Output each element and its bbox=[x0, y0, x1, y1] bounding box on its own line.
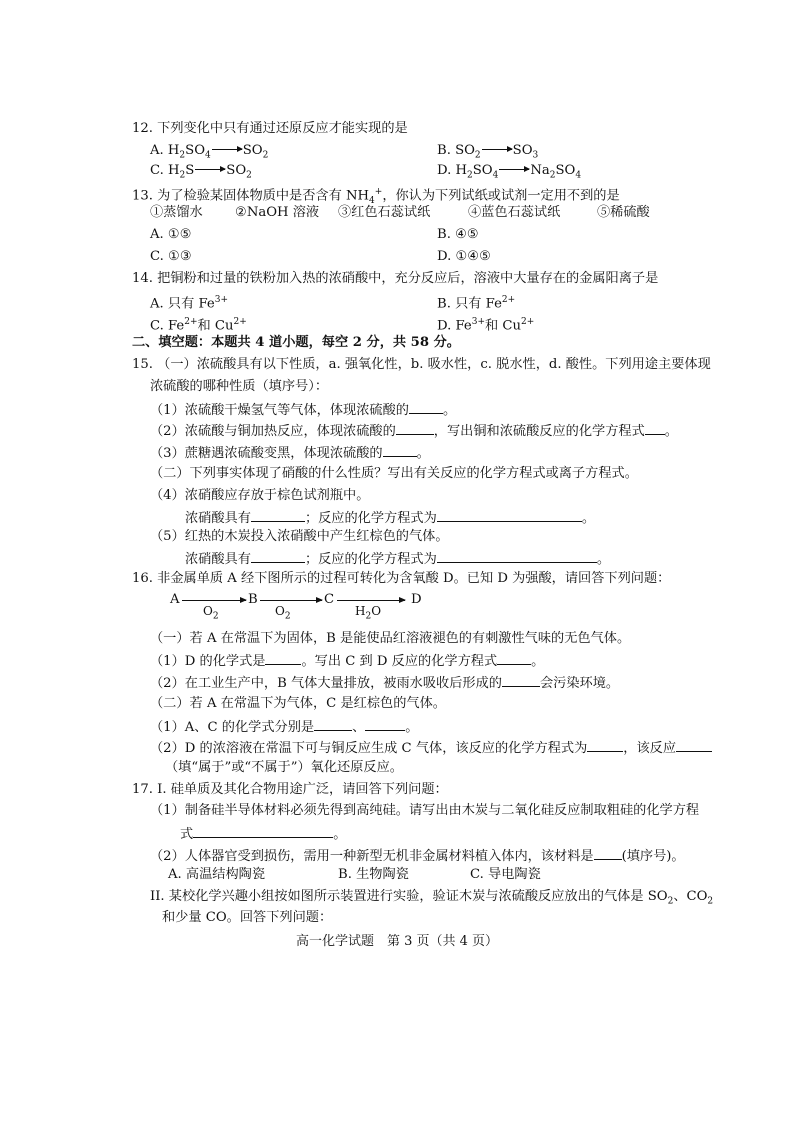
q14-b-text: B. 只有 Fe bbox=[437, 296, 502, 312]
answer-blank[interactable] bbox=[265, 651, 301, 665]
q13-item-4: ④蓝色石蕊试纸 bbox=[468, 205, 561, 220]
q16-l2-end: 。 bbox=[531, 654, 545, 669]
q15-line-9: （5）红热的木炭投入浓硝酸中产生红棕色的气体。 bbox=[150, 529, 449, 544]
answer-blank[interactable] bbox=[587, 738, 623, 752]
q16-line-7: （填“属于”或“不属于”）氧化还原反应。 bbox=[165, 760, 403, 775]
page-footer: 高一化学试题 第 3 页（共 4 页） bbox=[295, 934, 499, 949]
q13-option-b: B. ④⑤ bbox=[437, 227, 479, 242]
q15-line-10 bbox=[185, 549, 610, 569]
q16-l2-mid: 。写出 C 到 D 反应的化学方程式 bbox=[301, 654, 498, 669]
section-heading: 二、填空题：本题共 4 道小题，每空 2 分，共 58 分。 bbox=[132, 335, 460, 350]
q15-l10-text: 浓硝酸具有 bbox=[185, 552, 251, 567]
q13-stem-sup: + bbox=[374, 187, 383, 197]
flow-reagent-3 bbox=[355, 602, 381, 625]
q17-line-4 bbox=[150, 846, 685, 866]
q12-d-prod2: SO bbox=[555, 163, 576, 178]
q17-line-2: （1）制备硅半导体材料必须先得到高纯硅。请写出由木炭与二氧化硅反应制取粗硅的化学方程 bbox=[150, 803, 700, 818]
flow-arrow-2 bbox=[260, 600, 322, 601]
flow-reagent-1 bbox=[203, 602, 219, 625]
q16-l2-text: （1）D 的化学式是 bbox=[150, 654, 266, 669]
q12-a-mid: SO bbox=[185, 143, 206, 158]
answer-blank[interactable] bbox=[365, 717, 405, 731]
answer-blank[interactable] bbox=[594, 846, 622, 860]
q13-item-2: ②NaOH 溶液 bbox=[235, 205, 320, 220]
answer-blank[interactable] bbox=[409, 400, 443, 414]
q15-l3-text: （1）浓硫酸干燥氢气等气体，体现浓硫酸的 bbox=[150, 403, 409, 418]
q12-a-prod-sub: 2 bbox=[262, 150, 269, 161]
q16-line-4: （二）若 A 在常温下为气体，C 是红棕色的气体。 bbox=[150, 696, 446, 711]
q17-line-1: 17. I. 硅单质及其化合物用途广泛，请回答下列问题： bbox=[132, 782, 448, 797]
q12-d-text: D. H bbox=[437, 163, 467, 178]
q13-item-5: ⑤稀硫酸 bbox=[597, 205, 650, 220]
q17-l4-end: (填序号)。 bbox=[621, 849, 685, 864]
answer-blank[interactable] bbox=[437, 508, 582, 522]
q17-l4-text: （2）人体器官受到损伤，需用一种新型无机非金属材料植入体内，该材料是 bbox=[150, 849, 594, 864]
q15-l8-mid: ；反应的化学方程式为 bbox=[304, 511, 437, 526]
q16-line-6 bbox=[150, 738, 712, 758]
q14-option-c bbox=[150, 313, 247, 335]
q16-l5-mid: 、 bbox=[352, 720, 366, 735]
q15-line-3 bbox=[150, 400, 456, 420]
q14-d-sup1: 3+ bbox=[471, 317, 486, 327]
q16-l3-text: （2）在工业生产中，B 气体大量排放，被雨水吸收后形成的 bbox=[150, 676, 502, 691]
flow-node-b: B bbox=[248, 592, 258, 607]
q16-l6-mid: ，该反应 bbox=[623, 741, 677, 756]
q14-b-sup: 2+ bbox=[501, 295, 516, 305]
q15-line-1: 15. （一）浓硫酸具有以下性质，a. 强氧化性，b. 吸水性，c. 脱水性，d. 酸性。下列用途主要体现 bbox=[132, 357, 711, 372]
q16-l5-end: 。 bbox=[405, 720, 419, 735]
q17-l5b: 、CO bbox=[673, 889, 708, 904]
answer-blank[interactable] bbox=[193, 824, 333, 838]
reagent-2-text: O bbox=[275, 604, 285, 618]
q16-line-5 bbox=[150, 717, 418, 737]
q12-a-text: A. H bbox=[150, 143, 180, 158]
q15-line-5 bbox=[150, 443, 430, 463]
q12-d-prod2-sub: 4 bbox=[575, 170, 582, 181]
reagent-3-tail: O bbox=[371, 604, 382, 618]
flow-node-c: C bbox=[324, 592, 335, 607]
flow-node-a: A bbox=[170, 592, 180, 607]
q16-l5-text: （1）A、C 的化学式分别是 bbox=[150, 720, 315, 735]
q12-c-mid: S bbox=[185, 163, 195, 178]
answer-blank[interactable] bbox=[502, 673, 540, 687]
reaction-arrow bbox=[499, 169, 529, 170]
q15-l8-end: 。 bbox=[581, 511, 595, 526]
q15-l5-end: 。 bbox=[416, 446, 430, 461]
q17-l3-end: 。 bbox=[333, 827, 347, 842]
q13-stem-sub: 4 bbox=[369, 196, 375, 207]
q12-a-prod: SO bbox=[242, 143, 263, 158]
q12-c-prod-sub: 2 bbox=[246, 170, 252, 181]
q12-d-prod-sub: 2 bbox=[549, 170, 556, 181]
q15-line-2: 浓硫酸的哪种性质（填序号）： bbox=[150, 379, 329, 394]
answer-blank[interactable] bbox=[437, 549, 597, 563]
q17-line-5 bbox=[150, 888, 713, 911]
q15-line-4 bbox=[150, 421, 678, 441]
q15-l4-text: （2）浓硫酸与铜加热反应，体现浓硫酸的 bbox=[150, 424, 396, 439]
q17-option-a: A. 高温结构陶瓷 bbox=[168, 867, 266, 882]
reagent-3-text: H bbox=[355, 604, 366, 618]
reagent-1-text: O bbox=[203, 604, 213, 618]
q13-item-1: ①蒸馏水 bbox=[150, 205, 203, 220]
q15-line-6: （二）下列事实体现了硝酸的什么性质？写出有关反应的化学方程式或离子方程式。 bbox=[150, 466, 638, 481]
reagent-2-sub: 2 bbox=[284, 611, 291, 622]
q13-option-d: D. ①④⑤ bbox=[437, 249, 491, 264]
q17-line-6: 和少量 CO。回答下列问题： bbox=[162, 910, 333, 925]
q12-stem: 12. 下列变化中只有通过还原反应才能实现的是 bbox=[132, 121, 408, 136]
q17-l5a: II. 某校化学兴趣小组按如图所示装置进行实验，验证木炭与浓硫酸反应放出的气体是 SO bbox=[150, 889, 668, 904]
q14-option-a bbox=[150, 291, 228, 313]
q12-d-mid: SO bbox=[472, 163, 493, 178]
q13-option-a: A. ①⑤ bbox=[150, 227, 192, 242]
reagent-3-sub: 2 bbox=[365, 611, 372, 622]
q14-c-text1: C. Fe bbox=[150, 318, 185, 334]
reaction-arrow bbox=[212, 149, 242, 150]
q14-stem: 14. 把铜粉和过量的铁粉加入热的浓硝酸中，充分反应后，溶液中大量存在的金属阳离子是 bbox=[132, 271, 659, 286]
q12-b-prod: SO bbox=[512, 143, 533, 158]
q14-option-b bbox=[437, 291, 515, 313]
q15-line-7: （4）浓硝酸应存放于棕色试剂瓶中。 bbox=[150, 488, 370, 503]
q12-c-sub: 2 bbox=[179, 170, 186, 181]
q16-l6-text: （2）D 的浓溶液在常温下可与铜反应生成 C 气体，该反应的化学方程式为 bbox=[150, 741, 588, 756]
q14-d-text2: 和 Cu bbox=[485, 318, 521, 334]
q15-l4-end: 。 bbox=[664, 424, 678, 439]
q13-stem-a: 13. 为了检验某固体物质中是否含有 NH bbox=[132, 188, 370, 204]
q12-b-sub: 2 bbox=[474, 150, 481, 161]
q14-d-text1: D. Fe bbox=[437, 318, 472, 334]
answer-blank[interactable] bbox=[251, 549, 305, 563]
q15-l10-mid: ；反应的化学方程式为 bbox=[304, 552, 437, 567]
q14-c-sup1: 2+ bbox=[184, 317, 198, 327]
reaction-arrow bbox=[482, 149, 512, 150]
q14-c-sup2: 2+ bbox=[233, 317, 247, 327]
q12-c-prod: SO bbox=[226, 163, 247, 178]
q13-stem-b: ，你认为下列试纸或试剂一定用不到的是 bbox=[382, 188, 620, 204]
q16-l3-end: 会污染环境。 bbox=[539, 676, 620, 691]
q17-option-c: C. 导电陶瓷 bbox=[470, 867, 541, 882]
q12-a-sub4: 4 bbox=[205, 150, 211, 161]
answer-blank[interactable] bbox=[396, 421, 434, 435]
q14-option-d bbox=[437, 313, 534, 335]
reaction-arrow bbox=[195, 169, 225, 170]
q15-l4-mid: ，写出铜和浓硫酸反应的化学方程式 bbox=[433, 424, 645, 439]
q14-a-sup: 3+ bbox=[214, 295, 228, 305]
q12-d-prod: Na bbox=[530, 163, 550, 178]
q16-stem: 16. 非金属单质 A 经下图所示的过程可转化为含氧酸 D。已知 D 为强酸，请回答下列问题： bbox=[132, 571, 671, 586]
q14-a-text: A. 只有 Fe bbox=[150, 296, 215, 312]
q12-a-sub: 2 bbox=[179, 150, 186, 161]
answer-blank[interactable] bbox=[676, 738, 712, 752]
q12-c-text: C. H bbox=[150, 163, 180, 178]
answer-blank[interactable] bbox=[314, 717, 352, 731]
q17-line-3 bbox=[180, 824, 346, 844]
q15-l5-text: （3）蔗糖遇浓硫酸变黑，体现浓硫酸的 bbox=[150, 446, 383, 461]
q12-option-c bbox=[150, 162, 252, 185]
flow-arrow-1 bbox=[182, 600, 246, 601]
q17-l5-sub1: 2 bbox=[667, 896, 674, 907]
q15-line-8 bbox=[185, 508, 595, 528]
q12-b-text: B. SO bbox=[437, 143, 475, 158]
flow-arrow-3 bbox=[337, 600, 405, 601]
q15-l3-end: 。 bbox=[442, 403, 457, 418]
answer-blank[interactable] bbox=[645, 421, 665, 435]
q16-line-1: （一）若 A 在常温下为固体，B 是能使品红溶液褪色的有刺激性气味的无色气体。 bbox=[150, 631, 631, 646]
q12-d-sub: 2 bbox=[467, 170, 473, 181]
q16-line-3 bbox=[150, 673, 619, 693]
q12-d-sub4: 4 bbox=[492, 170, 499, 181]
q17-option-b: B. 生物陶瓷 bbox=[338, 867, 409, 882]
q12-option-d bbox=[437, 162, 581, 185]
q15-l8-text: 浓硝酸具有 bbox=[185, 511, 251, 526]
q14-c-text2: 和 Cu bbox=[197, 318, 234, 334]
answer-blank[interactable] bbox=[251, 508, 305, 522]
q17-l5-sub2: 2 bbox=[707, 896, 714, 907]
q12-b-prod-sub: 3 bbox=[532, 150, 539, 161]
q13-item-3: ③红色石蕊试纸 bbox=[338, 205, 431, 220]
q14-d-sup2: 2+ bbox=[520, 317, 535, 327]
q15-l10-end: 。 bbox=[596, 552, 610, 567]
q17-l3-text: 式 bbox=[180, 827, 194, 842]
answer-blank[interactable] bbox=[497, 651, 531, 665]
answer-blank[interactable] bbox=[383, 443, 417, 457]
flow-node-d: D bbox=[411, 592, 422, 607]
q16-line-2 bbox=[150, 651, 544, 671]
reagent-1-sub: 2 bbox=[212, 611, 219, 622]
q13-option-c: C. ①③ bbox=[150, 249, 192, 264]
flow-reagent-2 bbox=[275, 602, 291, 625]
